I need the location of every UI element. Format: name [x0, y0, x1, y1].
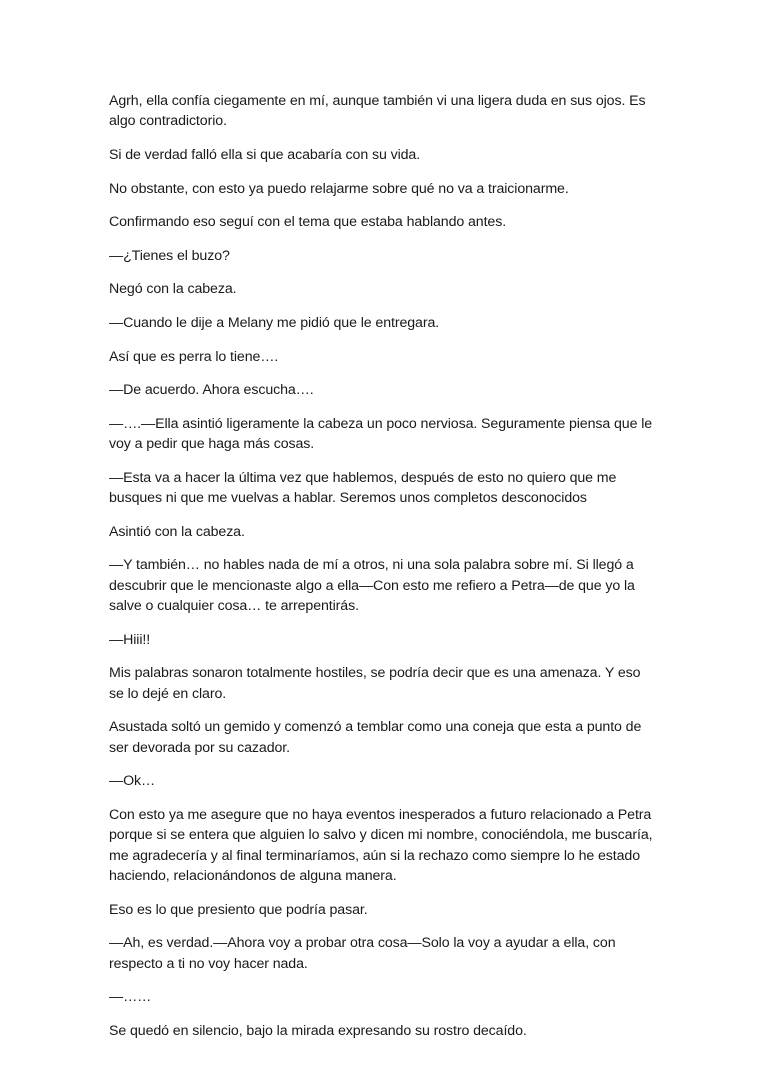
paragraph: —….—Ella asintió ligeramente la cabeza un poco nerviosa. Seguramente piensa que le voy a pedir que haga más cosas.: [109, 415, 653, 453]
paragraph: —Y también… no hables nada de mí a otros, ni una sola palabra sobre mí. Si llegó a descubrir que le mencionaste algo a ella—Con esto me refiero a Petra—de que yo la salve o cualquier cosa… te arrepentirás.: [109, 557, 635, 615]
paragraph: Así que es perra lo tiene….: [109, 348, 279, 365]
paragraph: Eso es lo que presiento que podría pasar.: [109, 901, 368, 918]
paragraph: —De acuerdo. Ahora escucha….: [109, 382, 314, 399]
paragraph: —Ok…: [109, 773, 156, 790]
paragraph: Agrh, ella confía ciegamente en mí, aunque también vi una ligera duda en sus ojos. Es algo contradictorio.: [109, 93, 646, 130]
paragraph: —Cuando le dije a Melany me pidió que le entregara.: [109, 314, 440, 331]
paragraph: Asintió con la cabeza.: [109, 523, 245, 540]
paragraph: —……: [109, 989, 152, 1006]
paragraph: No obstante, con esto ya puedo relajarme sobre qué no va a traicionarme.: [109, 180, 569, 197]
paragraph: —Esta va a hacer la última vez que hablemos, después de esto no quiero que me busques ni que me vuelvas a hablar. Seremos unos completos desconocidos: [109, 469, 617, 507]
paragraph: Se quedó en silencio, bajo la mirada expresando su rostro decaído.: [109, 1022, 527, 1039]
paragraph: —Hiii!!: [109, 631, 151, 648]
paragraph: Asustada soltó un gemido y comenzó a temblar como una coneja que esta a punto de ser devorada por su cazador.: [109, 719, 642, 756]
paragraph: Si de verdad falló ella si que acabaría con su vida.: [109, 147, 421, 163]
paragraph: —Ah, es verdad.—Ahora voy a probar otra cosa—Solo la voy a ayudar a ella, con respecto a ti no voy hacer nada.: [109, 935, 616, 972]
paragraph: Confirmando eso seguí con el tema que estaba hablando antes.: [109, 214, 507, 231]
paragraph: —¿Tienes el buzo?: [109, 247, 230, 264]
paragraph: Mis palabras sonaron totalmente hostiles, se podría decir que es una amenaza. Y eso se lo dejé en claro.: [109, 665, 641, 702]
paragraph: Negó con la cabeza.: [109, 281, 237, 298]
paragraph: Con esto ya me asegure que no haya eventos inesperados a futuro relacionado a Petra porque si se entera que alguien lo salvo y dicen mi nombre, conociéndola, me buscaría, me agradecería y al final terminaríamos, aún si la rechazo como siempre lo he estado haciendo, relacionándonos de alguna manera.: [109, 806, 653, 885]
document-body: [109, 91, 654, 1055]
